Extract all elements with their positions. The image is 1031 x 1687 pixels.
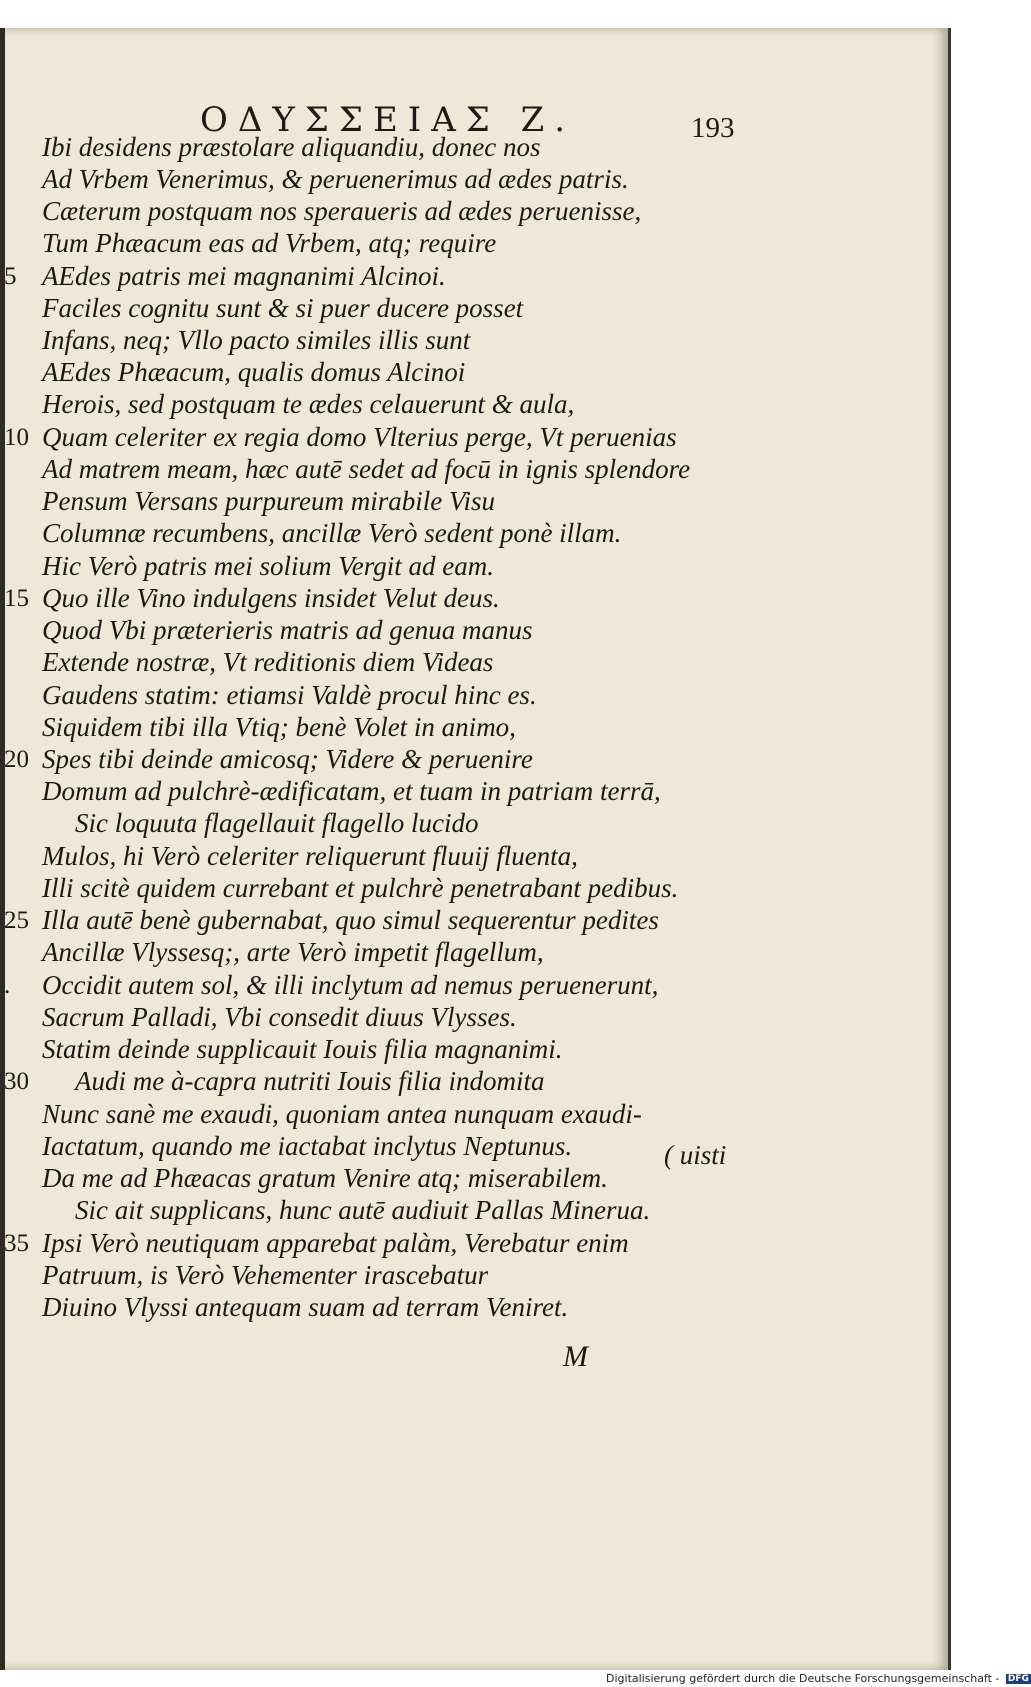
verse-line: Occidit autem sol, & illi inclytum ad nemus peruenerunt, bbox=[42, 970, 659, 1000]
verse-line: Audi me à-capra nutriti Iouis filia indomita bbox=[75, 1066, 545, 1096]
dfg-logo: DFG bbox=[1007, 1674, 1029, 1684]
verse-line: Ipsi Verò neutiquam apparebat palàm, Verebatur enim bbox=[42, 1228, 629, 1258]
verse-line: Infans, neq; Vllo pacto similes illis sunt bbox=[42, 325, 471, 355]
verse-line: Hic Verò patris mei solium Vergit ad eam. bbox=[42, 551, 494, 581]
verse-line: Da me ad Phæacas gratum Venire atq; miserabilem. bbox=[42, 1163, 608, 1193]
line-number: 35 bbox=[4, 1230, 29, 1257]
verse-line: Sic ait supplicans, hunc autē audiuit Pallas Minerua. bbox=[75, 1195, 651, 1225]
verse-line: AEdes patris mei magnanimi Alcinoi. bbox=[42, 261, 446, 291]
verse-line: Ad Vrbem Venerimus, & peruenerimus ad ædes patris. bbox=[42, 164, 629, 194]
line-number: 5 bbox=[4, 263, 17, 290]
verse-line: Cæterum postquam nos speraueris ad ædes peruenisse, bbox=[42, 196, 642, 226]
verse-line: Siquidem tibi illa Vtiq; benè Volet in animo, bbox=[42, 712, 516, 742]
verse-line: Spes tibi deinde amicosq; Videre & peruenire bbox=[42, 744, 533, 774]
running-head: ΟΔΥΣΣΕΙΑΣ Ζ. bbox=[200, 100, 576, 140]
verse-line: Statim deinde supplicauit Iouis filia magnanimi. bbox=[42, 1034, 563, 1064]
digitization-footer bbox=[606, 1672, 1031, 1685]
turnover-fragment: ( uisti bbox=[664, 1140, 727, 1170]
verse-line: Illi scitè quidem currebant et pulchrè penetrabant pedibus. bbox=[42, 873, 679, 903]
verse-line: Ibi desidens præstolare aliquandiu, donec nos bbox=[42, 132, 541, 162]
margin-mark: . bbox=[4, 972, 11, 999]
verse-line: Herois, sed postquam te ædes celauerunt & aula, bbox=[42, 389, 575, 419]
line-number: 30 bbox=[4, 1068, 29, 1095]
verse-line: Sacrum Palladi, Vbi consedit diuus Vlysses. bbox=[42, 1002, 517, 1032]
catchword: M bbox=[563, 1340, 588, 1373]
verse-line: Nunc sanè me exaudi, quoniam antea nunquam exaudi- bbox=[42, 1099, 642, 1129]
verse-line: Quo ille Vino indulgens insidet Velut deus. bbox=[42, 583, 500, 613]
page-number: 193 bbox=[691, 112, 735, 144]
verse-line: AEdes Phæacum, qualis domus Alcinoi bbox=[42, 357, 466, 387]
verse-line: Ancillæ Vlyssesq;, arte Verò impetit flagellum, bbox=[42, 937, 544, 967]
verse-line: Extende nostræ, Vt reditionis diem Videas bbox=[42, 647, 494, 677]
footer-text: Digitalisierung gefördert durch die Deutsche Forschungsgemeinschaft - bbox=[606, 1672, 1000, 1685]
verse-line: Sic loquuta flagellauit flagello lucido bbox=[75, 808, 479, 838]
line-number: 10 bbox=[4, 424, 29, 451]
verse-line: Domum ad pulchrè-ædificatam, et tuam in patriam terrā, bbox=[42, 776, 661, 806]
verse-line: Columnæ recumbens, ancillæ Verò sedent ponè illam. bbox=[42, 518, 622, 548]
line-number: 25 bbox=[4, 907, 29, 934]
verse-line: Ad matrem meam, hæc autē sedet ad focū in ignis splendore bbox=[42, 454, 691, 484]
verse-line: Quam celeriter ex regia domo Vlterius perge, Vt peruenias bbox=[42, 422, 677, 452]
line-number: 20 bbox=[4, 746, 29, 773]
verse-line: Quod Vbi præterieris matris ad genua manus bbox=[42, 615, 533, 645]
verse-line: Illa autē benè gubernabat, quo simul sequerentur pedites bbox=[42, 905, 659, 935]
verse-line: Mulos, hi Verò celeriter reliquerunt fluuij fluenta, bbox=[42, 841, 578, 871]
verse-line: Pensum Versans purpureum mirabile Visu bbox=[42, 486, 495, 516]
verse-line: Faciles cognitu sunt & si puer ducere posset bbox=[42, 293, 524, 323]
verse-line: Diuino Vlyssi antequam suam ad terram Veniret. bbox=[42, 1292, 569, 1322]
line-number: 15 bbox=[4, 585, 29, 612]
verse-line: Patruum, is Verò Vehementer irascebatur bbox=[42, 1260, 489, 1290]
verse-line: Tum Phæacum eas ad Vrbem, atq; require bbox=[42, 228, 497, 258]
verse-line: Iactatum, quando me iactabat inclytus Neptunus. bbox=[42, 1131, 573, 1161]
verse-line: Gaudens statim: etiamsi Valdè procul hinc es. bbox=[42, 680, 537, 710]
